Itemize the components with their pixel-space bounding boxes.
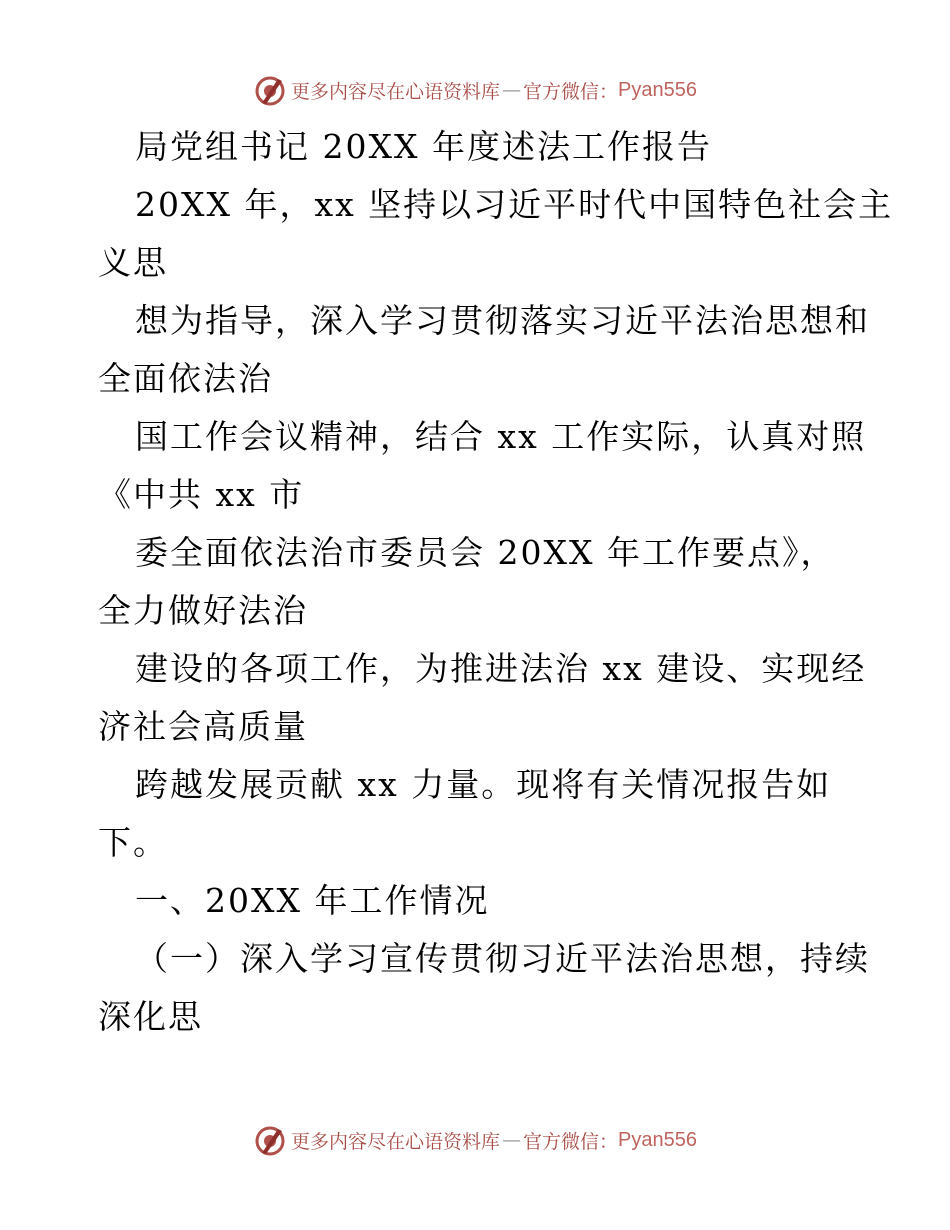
paragraph-line: 全面依法治 bbox=[98, 359, 273, 398]
document-title: 局党组书记 20XX 年度述法工作报告 bbox=[135, 127, 712, 166]
banner-official-label: 官方微信： bbox=[523, 80, 619, 103]
quill-logo-icon bbox=[253, 1123, 287, 1157]
paragraph-line: 义思 bbox=[98, 243, 168, 282]
footer-banner bbox=[0, 1120, 950, 1160]
banner-main-text: 更多内容尽在心语资料库 bbox=[291, 1130, 501, 1153]
paragraph-line: 委全面依法治市委员会 20XX 年工作要点》， bbox=[135, 533, 836, 572]
paragraph-line: 国工作会议精神，结合 xx 工作实际，认真对照 bbox=[135, 417, 867, 456]
banner-official-label: 官方微信： bbox=[523, 1130, 619, 1153]
paragraph-line: 20XX 年，xx 坚持以习近平时代中国特色社会主 bbox=[135, 185, 894, 224]
section-heading: 一、20XX 年工作情况 bbox=[135, 881, 490, 920]
paragraph-line: 全力做好法治 bbox=[98, 591, 308, 630]
paragraph-line: 想为指导，深入学习贯彻落实习近平法治思想和 bbox=[135, 301, 870, 340]
quill-logo-icon bbox=[253, 73, 287, 107]
banner-main-text: 更多内容尽在心语资料库 bbox=[291, 80, 501, 103]
header-banner bbox=[0, 70, 950, 110]
banner-wechat-id: Pyan556 bbox=[618, 78, 697, 101]
paragraph-line: 济社会高质量 bbox=[98, 707, 308, 746]
paragraph-line: 《中共 xx 市 bbox=[98, 475, 305, 514]
subsection-heading: （一）深入学习宣传贯彻习近平法治思想，持续 bbox=[135, 939, 870, 978]
paragraph-line: 下。 bbox=[98, 823, 168, 862]
banner-separator: — bbox=[502, 79, 522, 101]
paragraph-line: 建设的各项工作，为推进法治 xx 建设、实现经 bbox=[135, 649, 867, 688]
document-body bbox=[98, 118, 894, 1046]
banner-separator: — bbox=[502, 1129, 522, 1151]
banner-wechat-id: Pyan556 bbox=[618, 1128, 697, 1151]
paragraph-line: 深化思 bbox=[98, 997, 203, 1036]
paragraph-line: 跨越发展贡献 xx 力量。现将有关情况报告如 bbox=[135, 765, 832, 804]
